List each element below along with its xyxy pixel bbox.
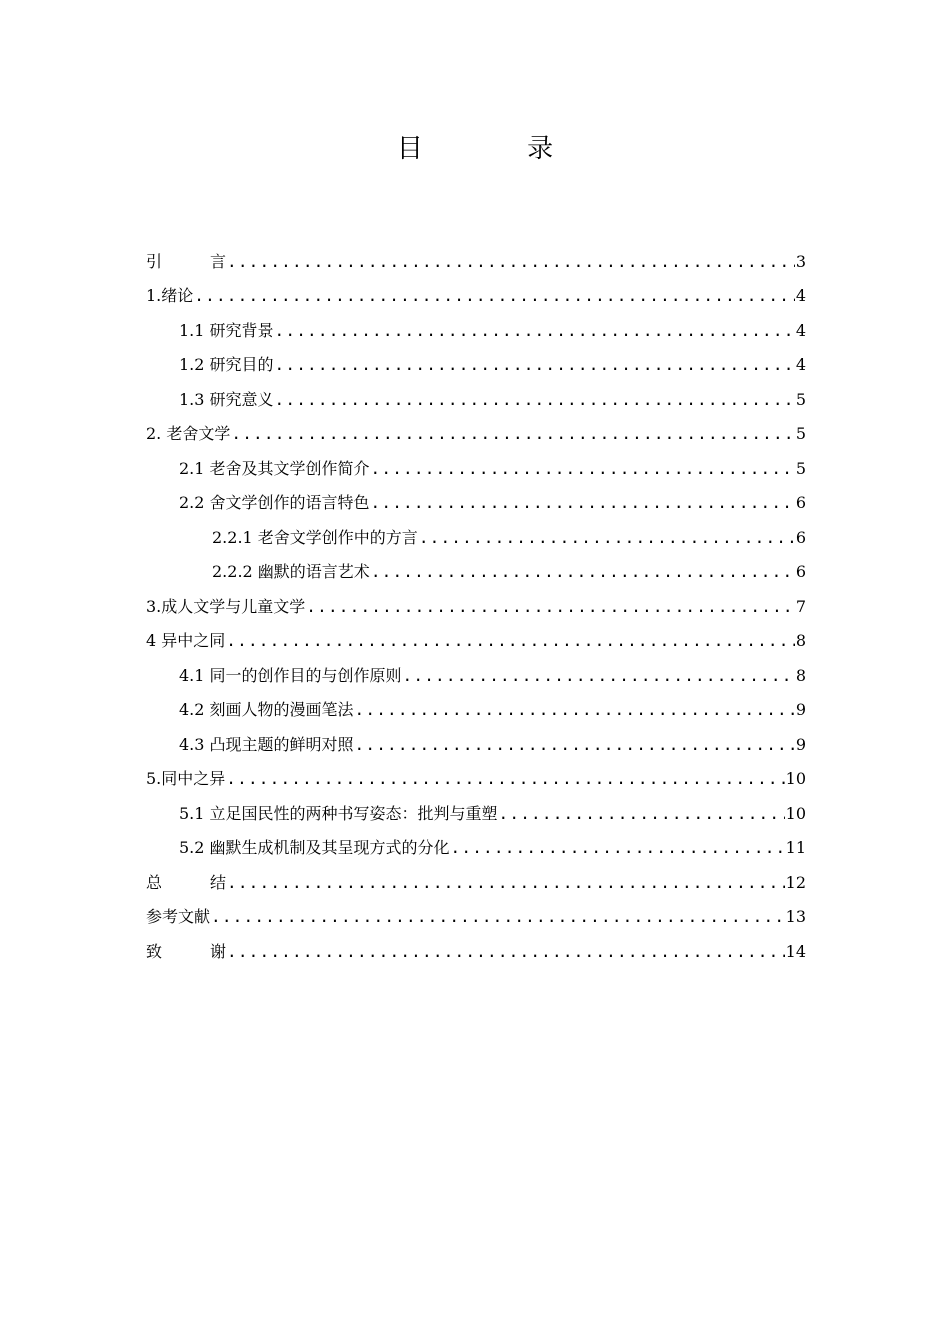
toc-dot-leader — [275, 354, 795, 376]
toc-entry-title: 5.同中之异 — [146, 769, 226, 788]
toc-entry-title: 1.1 研究背景 — [179, 320, 274, 340]
toc-entry-title: 2.1 老舍及其文学创作简介 — [179, 458, 370, 478]
toc-entry[interactable] — [146, 273, 806, 308]
toc-entry-title: 2. 老舍文学 — [146, 424, 231, 443]
toc-entry-title: 2.2.2 幽默的语言艺术 — [212, 562, 370, 581]
toc-entry-page-number: 5 — [795, 389, 806, 409]
toc-entry-page-number: 11 — [785, 838, 806, 857]
toc-entry-page-number: 8 — [795, 631, 806, 650]
toc-entry-title: 4.3 凸现主题的鲜明对照 — [179, 734, 354, 754]
toc-dot-leader — [371, 561, 795, 583]
toc-entry[interactable] — [146, 307, 806, 342]
table-of-contents — [146, 238, 806, 963]
toc-entry-title: 3.成人文学与儿童文学 — [146, 596, 306, 616]
toc-dot-leader — [371, 492, 795, 514]
toc-entry[interactable] — [146, 721, 806, 756]
toc-entry[interactable] — [146, 618, 806, 653]
toc-entry-title: 4 异中之同 — [146, 631, 226, 650]
toc-dot-leader — [306, 596, 795, 618]
toc-entry[interactable] — [146, 894, 806, 929]
toc-entry-title: 5.2 幽默生成机制及其呈现方式的分化 — [179, 838, 450, 857]
toc-entry[interactable] — [146, 549, 806, 584]
toc-entry-title: 1.3 研究意义 — [179, 389, 274, 409]
toc-dot-leader — [451, 837, 785, 859]
toc-entry-title: 参考文献 — [146, 907, 211, 926]
toc-entry-page-number: 8 — [795, 665, 806, 685]
toc-entry[interactable] — [146, 342, 806, 377]
toc-dot-leader — [227, 941, 785, 963]
toc-dot-leader — [226, 768, 784, 790]
toc-entry-title: 4.2 刻画人物的漫画笔法 — [179, 700, 354, 719]
toc-entry-page-number: 9 — [795, 734, 806, 754]
toc-entry[interactable] — [146, 790, 806, 825]
toc-entry-page-number: 3 — [795, 251, 806, 271]
toc-entry-page-number: 14 — [785, 941, 806, 961]
toc-entry-title: 1.2 研究目的 — [179, 355, 274, 374]
toc-entry[interactable] — [146, 514, 806, 549]
toc-entry[interactable] — [146, 687, 806, 722]
toc-dot-leader — [227, 251, 795, 273]
toc-entry-title: 5.1 立足国民性的两种书写姿态：批判与重塑 — [179, 803, 498, 823]
toc-entry-title: 4.1 同一的创作目的与创作原则 — [179, 665, 402, 685]
toc-entry[interactable] — [146, 480, 806, 515]
toc-entry-page-number: 9 — [795, 700, 806, 719]
toc-entry[interactable] — [146, 928, 806, 963]
toc-entry-page-number: 12 — [785, 872, 806, 892]
toc-entry-page-number: 10 — [785, 803, 806, 823]
toc-entry-title: 1.绪论 — [146, 286, 194, 305]
toc-entry[interactable] — [146, 445, 806, 480]
toc-dot-leader — [371, 458, 795, 480]
toc-entry-page-number: 7 — [795, 596, 806, 616]
page-title: 目 录 — [396, 134, 602, 164]
toc-entry-title: 2.2.1 老舍文学创作中的方言 — [212, 527, 418, 547]
toc-dot-leader — [226, 630, 795, 652]
toc-dot-leader — [231, 423, 794, 445]
toc-entry-page-number: 10 — [785, 769, 806, 788]
toc-entry[interactable] — [146, 652, 806, 687]
toc-entry-page-number: 5 — [795, 458, 806, 478]
toc-entry[interactable] — [146, 825, 806, 860]
toc-entry[interactable] — [146, 583, 806, 618]
toc-entry-page-number: 5 — [795, 424, 806, 443]
toc-dot-leader — [275, 389, 795, 411]
toc-entry-page-number: 6 — [795, 493, 806, 512]
toc-entry-page-number: 4 — [795, 320, 806, 340]
toc-entry[interactable] — [146, 411, 806, 446]
toc-dot-leader — [194, 285, 795, 307]
toc-entry-page-number: 4 — [795, 286, 806, 305]
toc-entry-title: 致 谢 — [146, 941, 226, 961]
toc-entry[interactable] — [146, 376, 806, 411]
toc-entry-page-number: 4 — [795, 355, 806, 374]
toc-dot-leader — [275, 320, 795, 342]
toc-dot-leader — [419, 527, 795, 549]
toc-dot-leader — [355, 734, 795, 756]
toc-dot-leader — [211, 906, 785, 928]
toc-entry-title: 引 言 — [146, 251, 226, 271]
toc-dot-leader — [227, 872, 785, 894]
toc-entry-title: 总 结 — [146, 872, 226, 892]
toc-dot-leader — [355, 699, 795, 721]
toc-dot-leader — [499, 803, 785, 825]
toc-entry-page-number: 6 — [795, 527, 806, 547]
toc-entry[interactable] — [146, 238, 806, 273]
toc-entry-page-number: 13 — [785, 907, 806, 926]
toc-entry[interactable] — [146, 756, 806, 791]
toc-entry[interactable] — [146, 859, 806, 894]
toc-entry-title: 2.2 舍文学创作的语言特色 — [179, 493, 370, 512]
toc-dot-leader — [403, 665, 795, 687]
toc-entry-page-number: 6 — [795, 562, 806, 581]
